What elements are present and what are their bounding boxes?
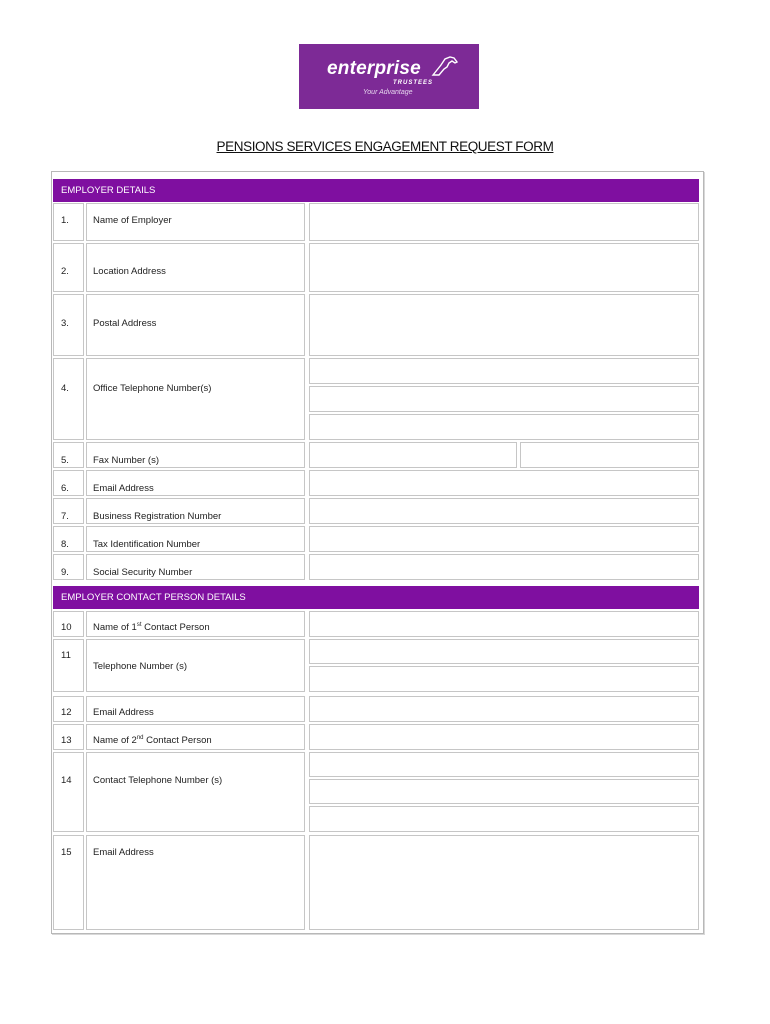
row-1-number: 1. xyxy=(61,215,69,226)
row-13-number: 13 xyxy=(61,735,72,746)
location-address-field[interactable] xyxy=(309,243,699,292)
employer-email-field[interactable] xyxy=(309,470,699,496)
employer-name-field[interactable] xyxy=(309,203,699,241)
logo-subtitle: TRUSTEES xyxy=(393,80,434,86)
row-11-number: 11 xyxy=(61,650,71,661)
row-5-number: 5. xyxy=(61,455,69,466)
row-1-label: Name of Employer xyxy=(93,215,172,226)
row-8-label: Tax Identification Number xyxy=(93,539,201,550)
enterprise-logo xyxy=(299,44,479,109)
office-telephone-field-1[interactable] xyxy=(309,358,699,384)
office-telephone-field-3[interactable] xyxy=(309,414,699,440)
contact-telephone-2-field-2[interactable] xyxy=(309,779,699,804)
row-13-label: Name of 2nd Contact Person xyxy=(93,735,212,747)
horse-icon xyxy=(431,55,461,77)
second-contact-name-field[interactable] xyxy=(309,724,699,750)
row-11-label: Telephone Number (s) xyxy=(93,661,187,672)
business-registration-field[interactable] xyxy=(309,498,699,524)
row-8-number: 8. xyxy=(61,539,69,550)
contact-telephone-2-field-3[interactable] xyxy=(309,806,699,832)
row-3-label: Postal Address xyxy=(93,318,157,329)
row-11-number-cell xyxy=(53,639,84,692)
row-10-label: Name of 1st Contact Person xyxy=(93,622,210,634)
row-4-number: 4. xyxy=(61,383,69,394)
row-14-number-cell xyxy=(53,752,84,832)
row-10-number: 10 xyxy=(61,622,72,633)
row-6-label: Email Address xyxy=(93,483,154,494)
row-14-label: Contact Telephone Number (s) xyxy=(93,775,223,786)
row-12-label: Email Address xyxy=(93,707,154,718)
row-7-label: Business Registration Number xyxy=(93,511,222,522)
row-4-label: Office Telephone Number(s) xyxy=(93,383,212,394)
section-employer-details: EMPLOYER DETAILS xyxy=(53,179,699,202)
row-14-label-cell xyxy=(86,752,305,832)
row-2-number: 2. xyxy=(61,266,69,277)
row-7-number: 7. xyxy=(61,511,69,522)
first-contact-email-field[interactable] xyxy=(309,696,699,722)
tax-identification-field[interactable] xyxy=(309,526,699,552)
row-3-number: 3. xyxy=(61,318,69,329)
logo-tagline: Your Advantage xyxy=(363,89,413,96)
row-2-label: Location Address xyxy=(93,266,166,277)
first-contact-name-field[interactable] xyxy=(309,611,699,637)
row-6-number: 6. xyxy=(61,483,69,494)
fax-number-field-2[interactable] xyxy=(520,442,699,468)
fax-number-field-1[interactable] xyxy=(309,442,517,468)
postal-address-field[interactable] xyxy=(309,294,699,356)
contact-telephone-field-1[interactable] xyxy=(309,639,699,664)
row-14-number: 14 xyxy=(61,775,72,786)
row-15-number: 15 xyxy=(61,847,72,858)
contact-telephone-field-2[interactable] xyxy=(309,666,699,692)
row-9-label: Social Security Number xyxy=(93,567,193,578)
section-contact-person-details: EMPLOYER CONTACT PERSON DETAILS xyxy=(53,586,699,609)
row-15-label: Email Address xyxy=(93,847,154,858)
form-title: PENSIONS SERVICES ENGAGEMENT REQUEST FORM xyxy=(216,139,554,154)
row-4-label-cell xyxy=(86,358,305,440)
row-12-number: 12 xyxy=(61,707,72,718)
office-telephone-field-2[interactable] xyxy=(309,386,699,412)
row-9-number: 9. xyxy=(61,567,69,578)
row-4-number-cell xyxy=(53,358,84,440)
social-security-field[interactable] xyxy=(309,554,699,580)
second-contact-email-field[interactable] xyxy=(309,835,699,930)
logo-brand-text: enterprise xyxy=(327,58,421,79)
row-5-label: Fax Number (s) xyxy=(93,455,159,466)
contact-telephone-2-field-1[interactable] xyxy=(309,752,699,777)
